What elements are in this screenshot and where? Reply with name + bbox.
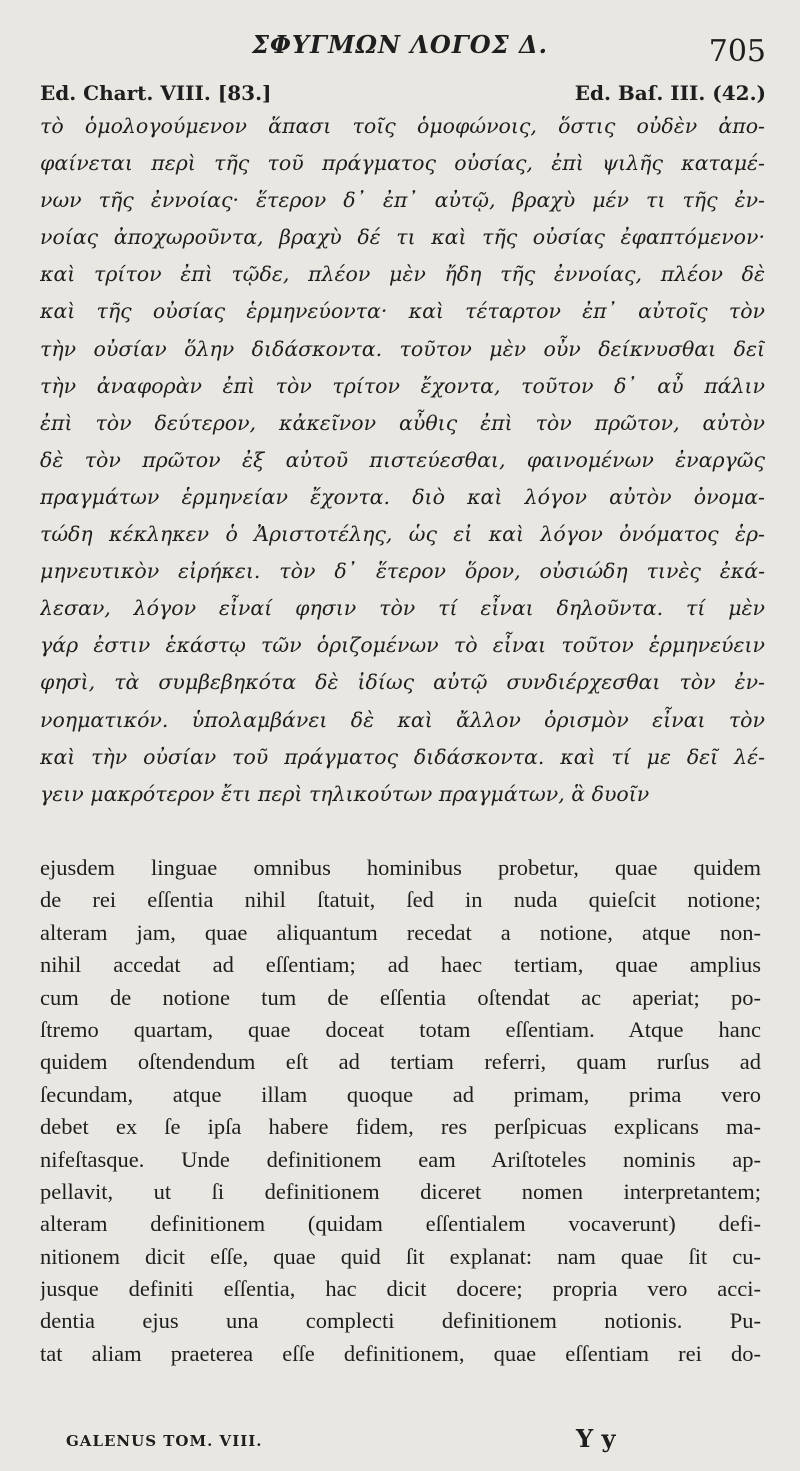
text-line: μηνευτικὸν εἰρήκει. τὸν δ᾽ ἕτερον ὅρον, οὐσιώδη τινὲς ἐκά- <box>40 559 765 584</box>
text-line: πραγμάτων ἑρμηνείαν ἔχοντα. διὸ καὶ λόγον αὐτὸν ὀνομα- <box>40 484 765 509</box>
text-line: ἐπὶ τὸν δεύτερον, κἀκεῖνον αὖθις ἐπὶ τὸν πρῶτον, αὐτὸν <box>40 410 765 435</box>
footer-signature: GALENUS TOM. VIII. <box>66 1432 263 1450</box>
edition-reference-basel: Ed. Baſ. III. (42.) <box>574 81 766 105</box>
text-line: jusque definiti eſſentia, hac dicit docere; propria vero acci- <box>40 1276 761 1302</box>
text-line: τὴν ἀναφορὰν ἐπὶ τὸν τρίτον ἔχοντα, τοῦτον δ᾽ αὖ πάλιν <box>40 373 765 398</box>
greek-text-block <box>40 108 765 813</box>
text-line: quidem oſtendendum eſt ad tertiam referri, quam rurſus ad <box>40 1049 761 1075</box>
text-line: ejusdem linguae omnibus hominibus probetur, quae quidem <box>40 855 761 880</box>
text-line: καὶ τρίτον ἐπὶ τῷδε, πλέον μὲν ἤδη τῆς ἐννοίας, πλέον δὲ <box>40 262 765 287</box>
page-number: 705 <box>708 34 766 69</box>
text-line: φησὶ, τὰ συμβεβηκότα δὲ ἰδίως αὐτῷ συνδιέρχεσθαι τὸν ἐν- <box>40 670 765 695</box>
text-line: γάρ ἐστιν ἑκάστῳ τῶν ὁριζομένων τὸ εἶναι τοῦτον ἑρμηνεύειν <box>40 633 765 658</box>
text-line: nifeſtasque. Unde definitionem eam Ariſtoteles nominis ap- <box>40 1146 761 1172</box>
text-line: δὲ τὸν πρῶτον ἐξ αὐτοῦ πιστεύεσθαι, φαινομένων ἐναργῶς <box>40 447 765 472</box>
text-line: τὸ ὁμολογούμενον ἅπασι τοῖς ὁμοφώνοις, ὅστις οὐδὲν ἀπο- <box>40 114 765 138</box>
text-line: pellavit, ut ſi definitionem diceret nomen interpretantem; <box>40 1178 761 1204</box>
text-line: φαίνεται περὶ τῆς τοῦ πράγματος οὐσίας, ἐπὶ ψιλῆς καταμέ- <box>40 151 765 176</box>
text-line: γειν μακρότερον ἔτι περὶ τηλικούτων πραγμάτων, ἃ δυοῖν <box>40 781 650 806</box>
text-line: τώδη κέκληκεν ὁ Ἀριστοτέλης, ὡς εἰ καὶ λόγον ὀνόματος ἑρ- <box>40 522 765 547</box>
text-line: tat aliam praeterea eſſe definitionem, quae eſſentiam rei do- <box>40 1340 761 1366</box>
text-line: debet ex ſe ipſa habere fidem, res perſpicuas explicans ma- <box>40 1114 761 1140</box>
text-line: νοίας ἀποχωροῦντα, βραχὺ δέ τι καὶ τῆς οὐσίας ἐφαπτόμενον· <box>40 225 765 250</box>
edition-reference-chartier: Ed. Chart. VIII. [83.] <box>40 81 272 105</box>
text-line: ſtremo quartam, quae doceat totam eſſentiam. Atque hanc <box>40 1016 761 1042</box>
running-title: ΣΦΥΓΜΩΝ ΛΟΓΟΣ Δ. <box>251 30 549 59</box>
sheet-mark: Y y <box>576 1424 616 1453</box>
text-line: ſecundam, atque illam quoque ad primam, prima vero <box>40 1081 761 1107</box>
text-line: νων τῆς ἐννοίας· ἕτερον δ᾽ ἐπ᾽ αὐτῷ, βραχὺ μέν τι τῆς ἐν- <box>40 188 765 213</box>
text-line: cum de notione tum de eſſentia oſtendat ac aperiat; po- <box>40 984 761 1010</box>
text-line: καὶ τὴν οὐσίαν τοῦ πράγματος διδάσκοντα. καὶ τί με δεῖ λέ- <box>40 744 765 769</box>
text-line: dentia ejus una complecti definitionem notionis. Pu- <box>40 1308 761 1334</box>
text-line: τὴν οὐσίαν ὅλην διδάσκοντα. τοῦτον μὲν οὖν δείκνυσθαι δεῖ <box>40 336 765 361</box>
text-line: de rei eſſentia nihil ſtatuit, ſed in nuda quieſcit notione; <box>40 887 761 913</box>
text-line: νοηματικόν. ὑπολαμβάνει δὲ καὶ ἄλλον ὁρισμὸν εἶναι τὸν <box>40 707 765 732</box>
text-line: alteram jam, quae aliquantum recedat a notione, atque non- <box>40 919 761 945</box>
latin-text-block <box>40 852 761 1370</box>
text-line: alteram definitionem (quidam eſſentialem vocaverunt) defi- <box>40 1211 761 1237</box>
text-line: nitionem dicit eſſe, quae quid ſit explanat: nam quae ſit cu- <box>40 1243 761 1269</box>
text-line: λεσαν, λόγον εἶναί φησιν τὸν τί εἶναι δηλοῦντα. τί μὲν <box>40 596 765 621</box>
text-line: nihil accedat ad eſſentiam; ad haec tertiam, quae amplius <box>40 952 761 978</box>
text-line: καὶ τῆς οὐσίας ἑρμηνεύοντα· καὶ τέταρτον ἐπ᾽ αὐτοῖς τὸν <box>40 299 765 324</box>
